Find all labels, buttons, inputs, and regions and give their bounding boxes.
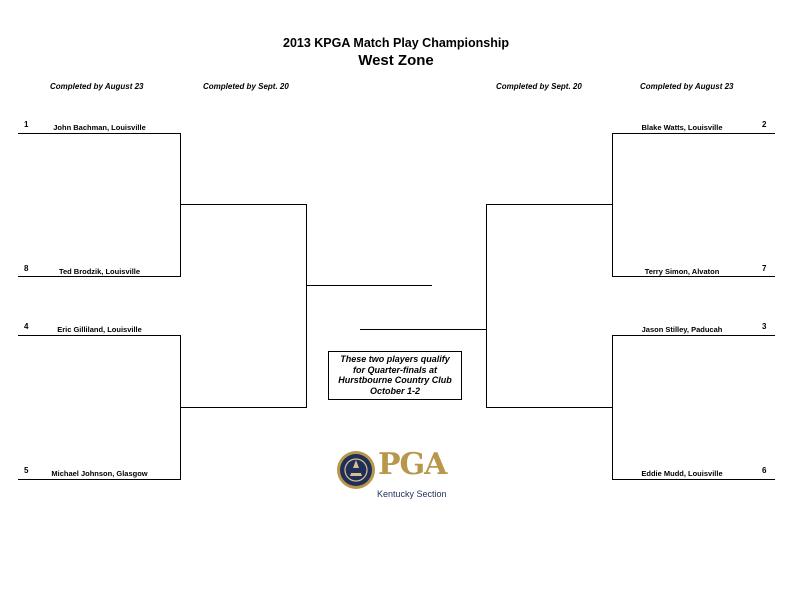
column-header-left-round1: Completed by August 23 (50, 82, 144, 91)
seed-number: 4 (24, 322, 29, 331)
zone-title: West Zone (358, 52, 434, 69)
bracket-line (18, 133, 181, 134)
bracket-connector (306, 204, 307, 408)
player-name: Blake Watts, Louisville (641, 123, 723, 132)
bracket-connector (180, 133, 181, 277)
seed-number: 5 (24, 466, 29, 475)
seed-number: 8 (24, 264, 29, 273)
note-line: These two players qualify (340, 354, 450, 364)
seed-number: 7 (762, 264, 767, 273)
column-header-left-round2: Completed by Sept. 20 (203, 82, 289, 91)
bracket-connector (612, 133, 613, 277)
seed-number: 3 (762, 322, 767, 331)
player-name: Michael Johnson, Glasgow (51, 469, 148, 478)
note-line: for Quarter-finals at (352, 364, 437, 375)
seed-number: 6 (762, 466, 767, 475)
bracket-line (180, 204, 307, 205)
pga-kentucky-section-logo (336, 446, 461, 504)
bracket-connector (486, 204, 487, 408)
player-name: Eddie Mudd, Louisville (641, 469, 723, 478)
seed-number: 2 (762, 120, 767, 129)
bracket-line (18, 335, 181, 336)
note-line: Hurstbourne Country Club (338, 375, 452, 385)
bracket-line (486, 407, 613, 408)
bracket-line (612, 335, 775, 336)
player-name: Jason Stilley, Paducah (641, 325, 723, 334)
column-header-right-round2: Completed by Sept. 20 (496, 82, 582, 91)
player-name: Eric Gilliland, Louisville (57, 325, 142, 334)
bracket-line (486, 204, 613, 205)
bracket-line (612, 479, 775, 480)
column-header-right-round1: Completed by August 23 (640, 82, 734, 91)
player-name: Terry Simon, Alvaton (644, 267, 720, 276)
qualifier-line (306, 285, 432, 286)
bracket-line (612, 276, 775, 277)
bracket-line (180, 407, 307, 408)
logo-mark: PGA (378, 447, 447, 482)
player-name: Ted Brodzik, Louisville (58, 267, 141, 276)
player-name: John Bachman, Louisville (53, 123, 146, 132)
qualification-note (328, 351, 462, 400)
qualifier-line (360, 329, 487, 330)
seed-number: 1 (24, 120, 29, 129)
logo-subtitle: Kentucky Section (377, 489, 447, 499)
bracket-line (18, 276, 181, 277)
note-line: October 1-2 (369, 385, 420, 396)
tournament-title: 2013 KPGA Match Play Championship (283, 36, 509, 50)
bracket-line (18, 479, 181, 480)
bracket-line (612, 133, 775, 134)
